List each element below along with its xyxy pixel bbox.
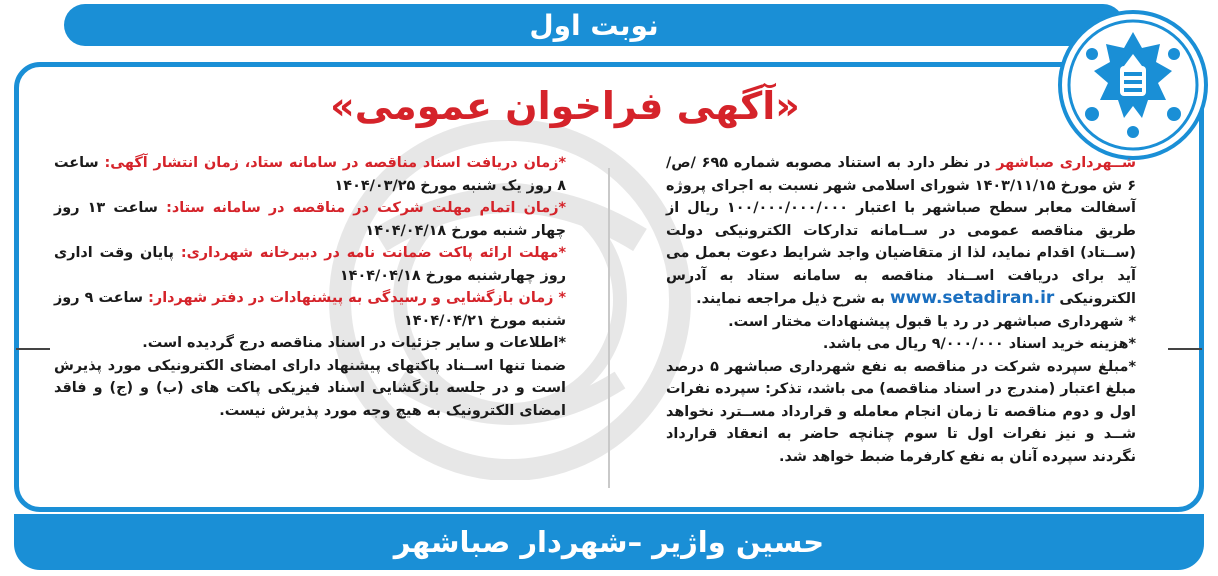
item-doc-receipt <box>54 152 566 197</box>
item4-value: ساعت ۹ روز شنبه مورخ ۱۴۰۴/۰۴/۲۱ <box>54 290 566 329</box>
round-banner <box>64 4 1124 46</box>
item1-value: ساعت ۸ روز یک شنبه مورخ ۱۴۰۴/۰۳/۲۵ <box>54 155 566 194</box>
column-divider <box>608 168 610 488</box>
intro-line1: در نظر دارد به استناد مصوبه شماره ۶۹۵ /ص/ <box>666 155 997 171</box>
mayor-signature: حسین واژیر –شهردار صباشهر <box>393 525 825 559</box>
item2-label: *زمان اتمام مهلت شرکت در مناقصه در سامانه ستاد: <box>166 200 567 216</box>
item-doc-cost: *هزینه خرید اسناد ۹/۰۰۰/۰۰۰ ریال می باشد. <box>822 336 1136 352</box>
item-guarantee <box>54 242 566 287</box>
item4-label: * زمان بازگشایی و رسیدگی به پیشنهادات در دفتر شهردار: <box>148 290 567 306</box>
notice-title: «آگهی فراخوان عمومی» <box>330 84 800 128</box>
item3-label: *مهلت ارائه پاکت ضمانت نامه در دبیرخانه شهرداری: <box>180 245 566 261</box>
intro-paragraph <box>666 152 1136 311</box>
closing-note: ضمنا تنها اســناد پاکتهای پیشنهاد دارای امضای الکترونیکی مورد پذیرش است و در جلسه بازگشایی اسناد فیزیکی پاکت های (ب) و (ج) و فاقد امضای الکترونیک به هیچ وجه مورد پذیرش نیست. <box>54 357 566 419</box>
municipality-emblem-icon <box>1062 14 1204 156</box>
website-link[interactable]: www.setadiran.ir <box>889 288 1055 308</box>
round-label: نوبت اول <box>529 8 659 42</box>
intro-line3: آسفالت معابر سطح صباشهر با اعتبار ۱۰۰/۰۰۰/۰۰۰/۰۰۰ ریال از طریق مناقصه عمومی در <box>666 200 1136 239</box>
intro-line4: ســامانه تدارکات الکترونیکی دولت (ســتاد) اقدام نماید، لذا از متقاضیان واجد شرایط <box>666 222 1136 261</box>
right-edge-tick <box>1168 348 1202 350</box>
intro-line2: ۶ ش مورخ ۱۴۰۳/۱۱/۱۵ شورای اسلامی شهر نسبت به اجرای پروژه <box>666 177 1136 194</box>
intro-line5: دعوت بعمل می آید برای دریافت اســناد مناقصه به سامانه ستاد به آدرس الکترونیکی <box>666 245 1136 307</box>
item-opening <box>54 287 566 332</box>
item3-value: پایان وقت اداری روز چهارشنبه مورخ ۱۴۰۴/۰۴/۱۸ <box>54 245 566 284</box>
item2-value: ساعت ۱۳ روز چهار شنبه مورخ ۱۴۰۴/۰۴/۱۸ <box>54 200 566 239</box>
item1-label: *زمان دریافت اسناد مناقصه در سامانه ستاد، زمان انتشار آگهی: <box>104 155 566 171</box>
left-column <box>54 152 566 422</box>
signature-banner <box>14 514 1204 570</box>
left-edge-tick <box>16 348 50 350</box>
item-rejection: * شهرداری صباشهر در رد یا قبول پیشنهادات مختار است. <box>728 313 1136 330</box>
right-column <box>666 152 1136 468</box>
item-details: *اطلاعات و سایر جزئیات در اسناد مناقصه درج گردیده است. <box>142 335 566 351</box>
item-deposit: *مبلغ سپرده شرکت در مناقصه به نفع شهرداری صباشهر ۵ درصد مبلغ اعتبار (مندرج در اسناد مناقصه) می باشد، تذکر: سپرده نفرات اول و دوم مناقصه تا زمان انجام معامله و قرارداد مســترد نخواهد شــد و نیز نفرات اول تا سوم چنانچه حاضر به انعقاد قرارداد نگردند سپرده آنان به نفع کارفرما ضبط خواهد شد. <box>666 358 1136 465</box>
website-suffix: به شرح ذیل مراجعه نمایند. <box>696 291 890 307</box>
municipality-logo <box>1058 10 1208 160</box>
item-deadline <box>54 197 566 242</box>
intro-org: شــهرداری صباشهر <box>996 155 1137 171</box>
